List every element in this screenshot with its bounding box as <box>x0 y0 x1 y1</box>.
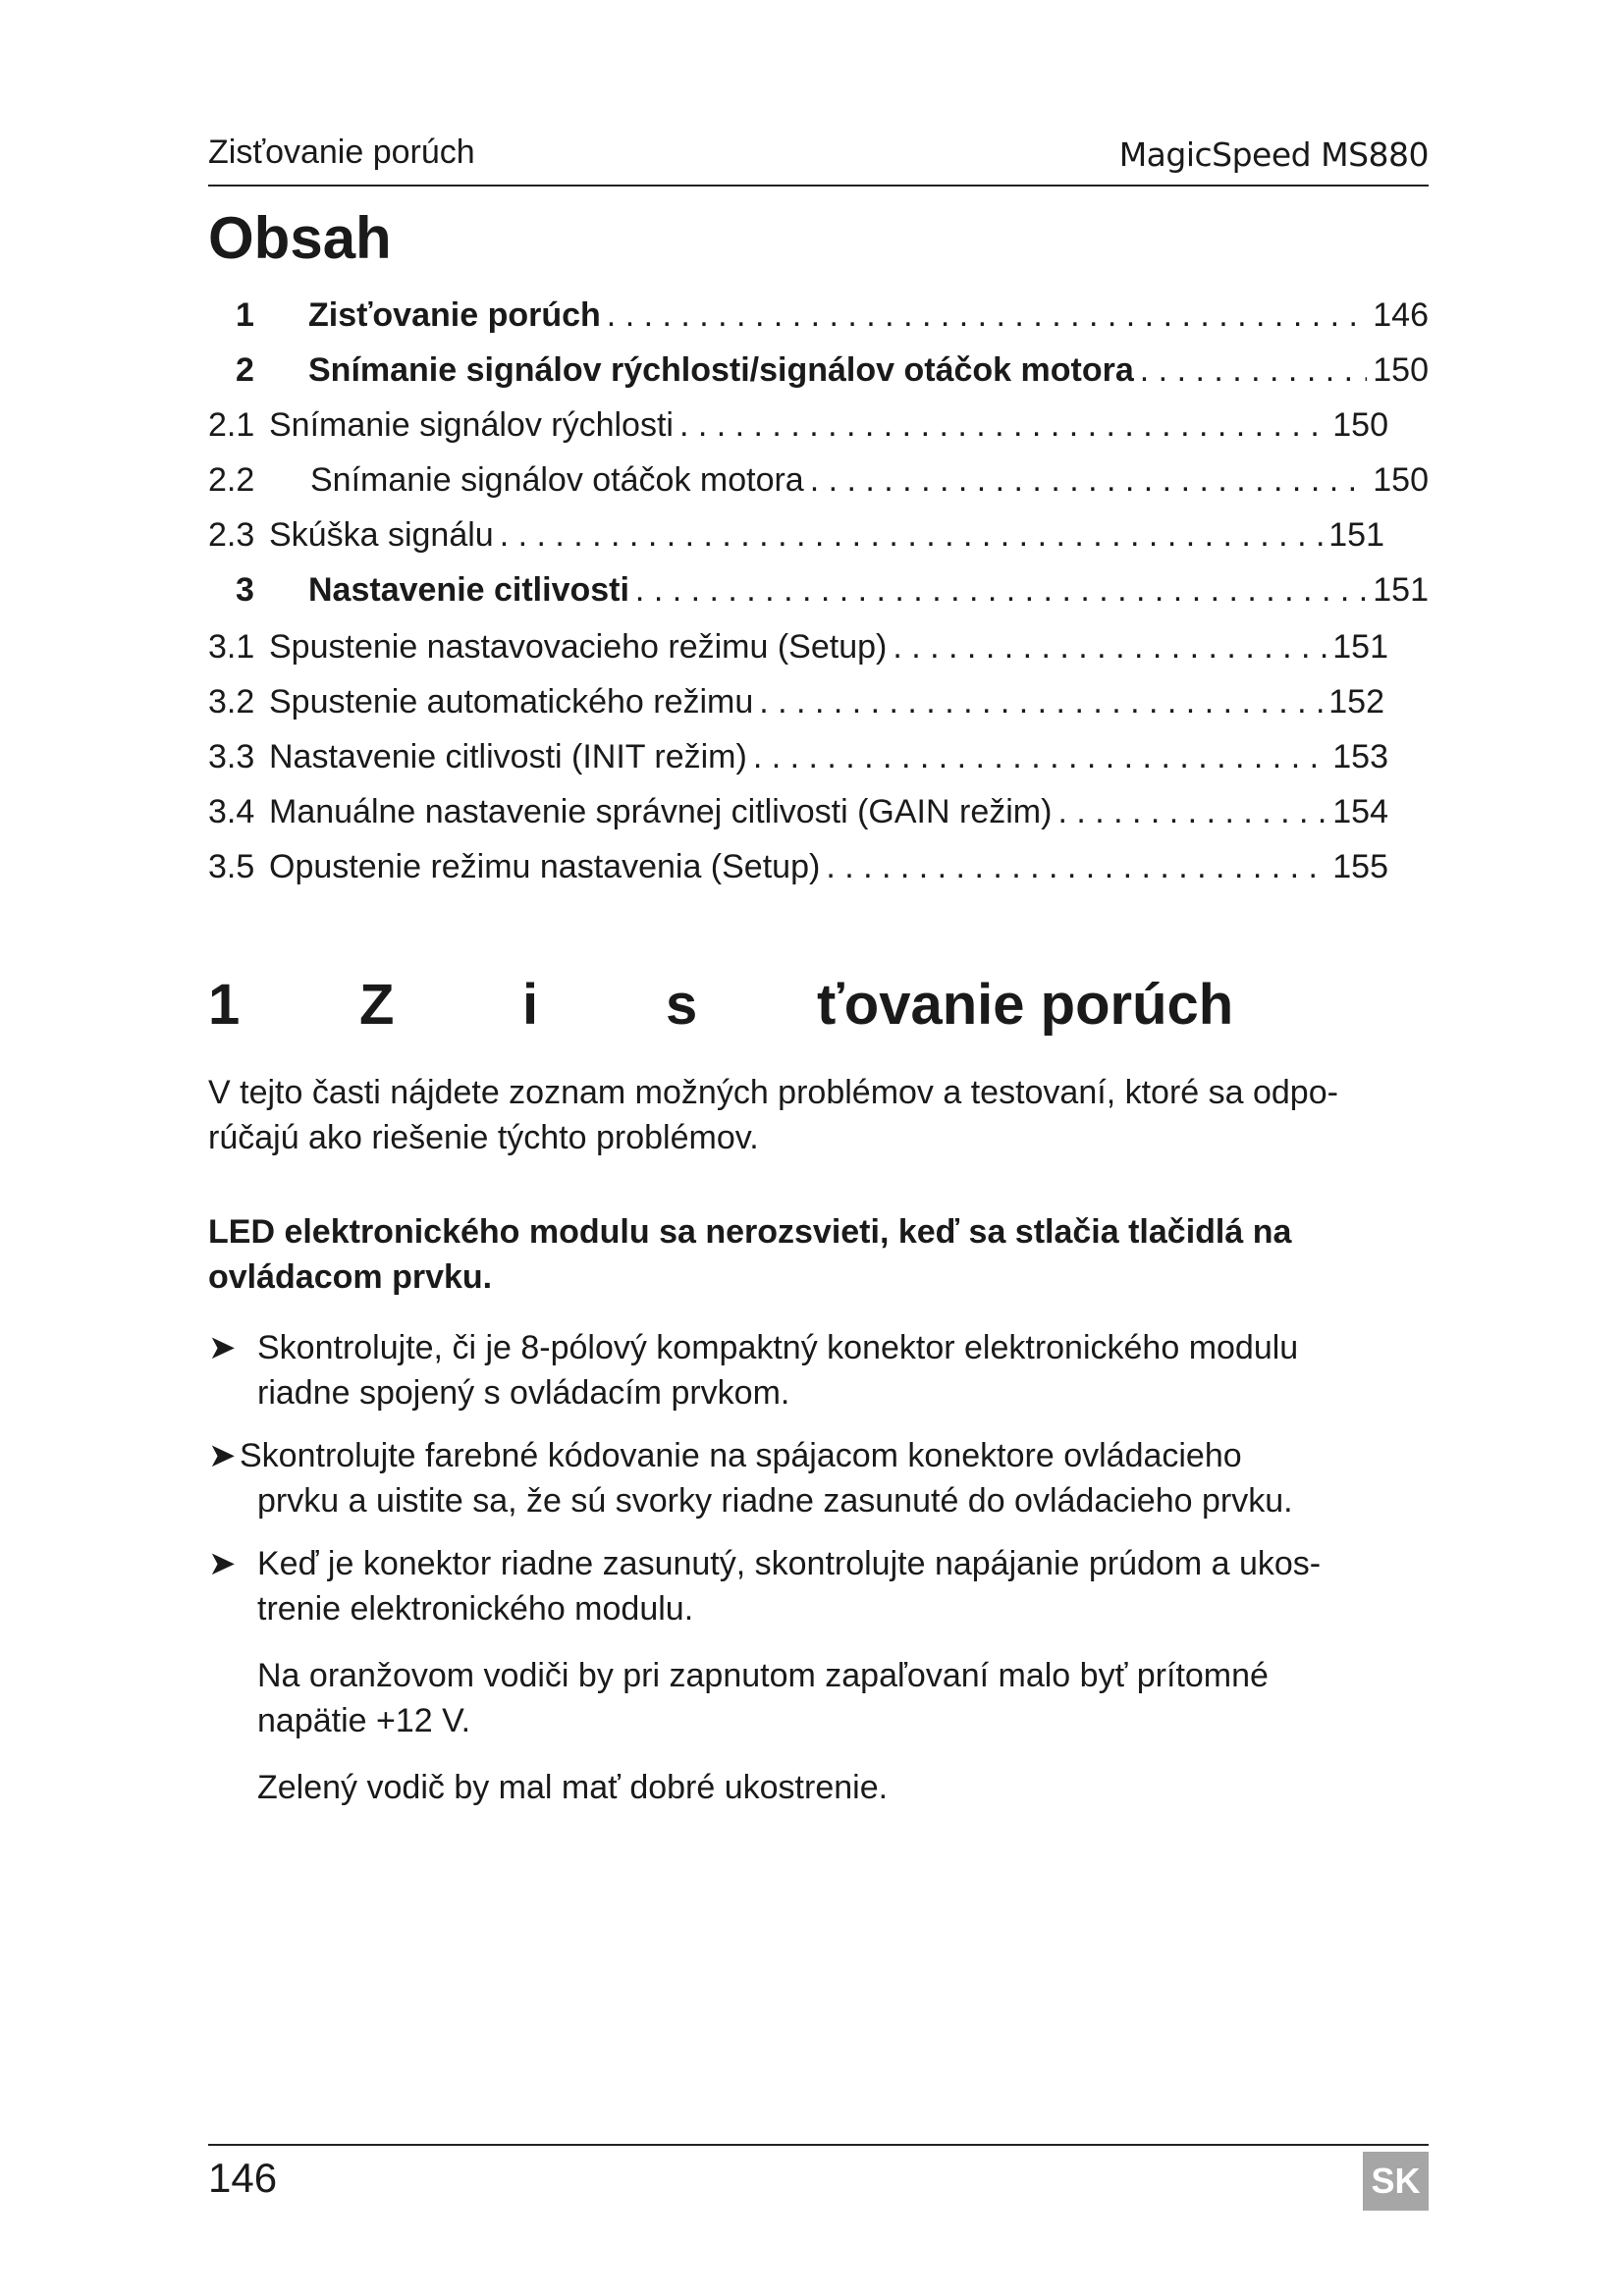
toc-entry-page: 151 <box>1328 516 1384 554</box>
toc-entry-number: 3.2 <box>208 683 255 721</box>
toc-entry-number: 3.1 <box>208 628 255 666</box>
toc-entry-page: 151 <box>1332 628 1388 666</box>
toc-entry[interactable] <box>236 351 1429 393</box>
toc-leader <box>1140 351 1367 390</box>
toc-entry-page: 152 <box>1328 683 1384 721</box>
toc-entry-title: Spustenie automatického režimu <box>269 683 754 721</box>
toc-entry[interactable] <box>208 848 1388 889</box>
section-title-part: i <box>522 973 539 1037</box>
toc-entry-title: Snímanie signálov rýchlosti/signálov otáčok motora <box>308 351 1134 389</box>
toc-leader <box>759 683 1323 721</box>
bullet-line: trenie elektronického modulu. <box>257 1590 694 1628</box>
toc-entry-title: Manuálne nastavenie správnej citlivosti (GAIN režim) <box>269 793 1053 830</box>
section-title-part: Z <box>359 973 395 1037</box>
toc-entry-page: 150 <box>1332 406 1388 444</box>
toc-entry[interactable] <box>208 738 1388 779</box>
toc-leader <box>753 738 1326 776</box>
bullet-line: Skontrolujte, či je 8-pólový kompaktný konektor elektronického modulu <box>257 1329 1299 1366</box>
header-section: Zisťovanie porúch <box>208 133 475 171</box>
toc-entry-title: Nastavenie citlivosti (INIT režim) <box>269 738 747 775</box>
bullet-line: riadne spojený s ovládacím prvkom. <box>257 1374 790 1412</box>
toc-leader <box>826 848 1326 886</box>
toc-entry-title: Nastavenie citlivosti <box>308 571 629 609</box>
intro-line: rúčajú ako riešenie týchto problémov. <box>208 1119 759 1156</box>
toc-entry[interactable] <box>208 461 1429 503</box>
toc-entry-number: 3.4 <box>208 793 255 830</box>
toc-entry-page: 153 <box>1332 738 1388 775</box>
section-title-part: ťovanie porúch <box>817 973 1234 1037</box>
page-number: 146 <box>208 2155 278 2201</box>
toc-entry-title: Skúška signálu <box>269 516 494 554</box>
toc-entry-title: Zisťovanie porúch <box>308 296 601 334</box>
toc-entry[interactable] <box>208 628 1388 669</box>
footer-divider <box>208 2144 1429 2146</box>
language-badge: SK <box>1363 2152 1429 2211</box>
toc-entry-number: 3 <box>236 571 254 609</box>
toc-entry-number: 1 <box>236 296 254 334</box>
toc-entry[interactable] <box>236 296 1429 338</box>
note-line: Na oranžovom vodiči by pri zapnutom zapaľovaní malo byť prítomné <box>257 1657 1269 1694</box>
problem-heading: LED elektronického modulu sa nerozsvieti, keď sa stlačia tlačidlá na <box>208 1213 1292 1251</box>
toc-entry-title: Snímanie signálov otáčok motora <box>310 461 804 499</box>
arrow-icon: ➤ <box>208 1437 237 1474</box>
note-line: Zelený vodič by mal mať dobré ukostrenie. <box>257 1769 889 1806</box>
toc-leader <box>810 461 1368 500</box>
section-title-part: s <box>666 973 698 1037</box>
toc-entry-page: 150 <box>1373 461 1429 499</box>
note-line: napätie +12 V. <box>257 1702 471 1739</box>
toc-entry-title: Spustenie nastavovacieho režimu (Setup) <box>269 628 888 666</box>
arrow-icon: ➤ <box>208 1545 237 1582</box>
toc-leader <box>679 406 1326 445</box>
toc-entry[interactable] <box>208 406 1388 448</box>
toc-entry-page: 155 <box>1332 848 1388 885</box>
section-heading <box>208 972 1429 1050</box>
toc-entry-title: Snímanie signálov rýchlosti <box>269 406 674 444</box>
toc-entry-page: 151 <box>1373 571 1429 609</box>
toc-entry[interactable] <box>208 793 1388 834</box>
bullet-line: prvku a uistite sa, že sú svorky riadne zasunuté do ovládacieho prvku. <box>257 1482 1293 1520</box>
toc-entry-page: 154 <box>1332 793 1388 830</box>
toc-leader <box>500 516 1324 555</box>
arrow-icon: ➤ <box>208 1329 237 1366</box>
bullet-line: Skontrolujte farebné kódovanie na spájacom konektore ovládacieho <box>240 1437 1242 1474</box>
toc-entry-number: 2.2 <box>208 461 255 499</box>
toc-leader <box>1057 793 1326 831</box>
toc-entry-number: 2.1 <box>208 406 255 444</box>
toc-entry-page: 146 <box>1373 296 1429 334</box>
bullet-line: Keď je konektor riadne zasunutý, skontrolujte napájanie prúdom a ukos- <box>257 1545 1322 1582</box>
header-product: MagicSpeed MS880 <box>1118 135 1429 174</box>
toc-entry-page: 150 <box>1373 351 1429 389</box>
toc-leader <box>635 571 1367 610</box>
toc-entry[interactable] <box>208 516 1384 558</box>
intro-line: V tejto časti nájdete zoznam možných problémov a testovaní, ktoré sa odpo- <box>208 1074 1338 1111</box>
toc-entry-number: 2.3 <box>208 516 255 554</box>
toc-entry-number: 2 <box>236 351 254 389</box>
page-header <box>208 133 1429 187</box>
toc-leader <box>893 628 1326 667</box>
toc-entry-number: 3.5 <box>208 848 255 885</box>
toc-entry-title: Opustenie režimu nastavenia (Setup) <box>269 848 821 885</box>
toc-title: Obsah <box>208 205 392 271</box>
toc-leader <box>607 296 1367 335</box>
toc-entry[interactable] <box>236 571 1429 613</box>
toc-entry[interactable] <box>208 683 1384 724</box>
section-number: 1 <box>208 973 241 1037</box>
toc-entry-number: 3.3 <box>208 738 255 775</box>
problem-heading: ovládacom prvku. <box>208 1258 493 1296</box>
